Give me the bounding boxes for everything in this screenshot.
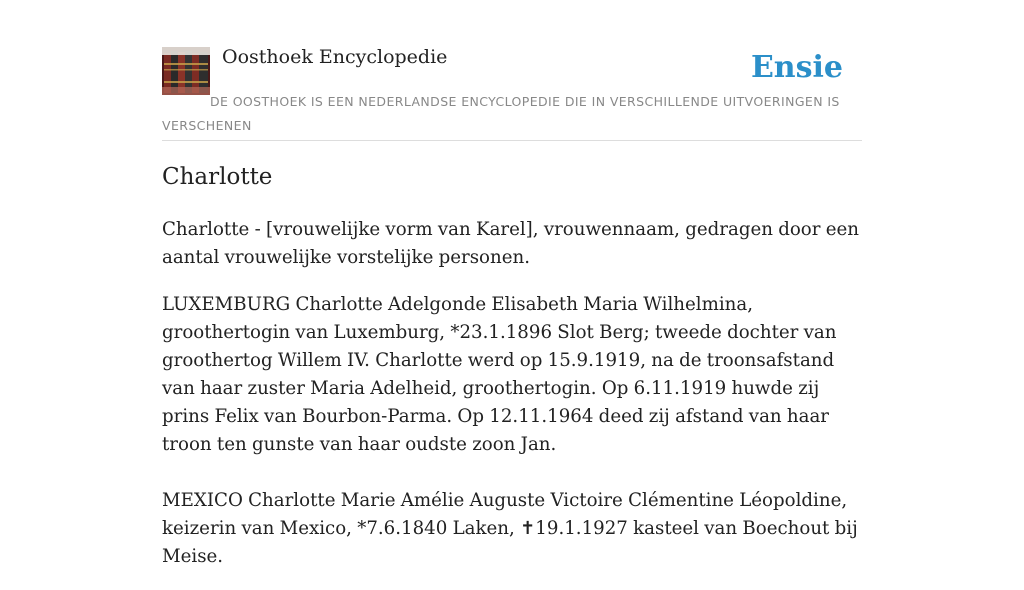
article-paragraph: MEXICO Charlotte Marie Amélie Auguste Victoire Clémentine Léopoldine, keizerin van Mexico, *7.6.1840 Laken, ✝19.1.1927 kasteel van Boechout bij Meise. <box>162 490 858 567</box>
site-name[interactable]: Oosthoek Encyclopedie <box>222 46 448 68</box>
article-paragraph: Charlotte - [vrouwelijke vorm van Karel], vrouwennaam, gedragen door een aantal vrouwelijke vorstelijke personen. <box>162 219 859 268</box>
encyclopedia-books-icon[interactable] <box>162 47 210 95</box>
article-body <box>162 216 864 590</box>
article-paragraph: LUXEMBURG Charlotte Adelgonde Elisabeth Maria Wilhelmina, groothertogin van Luxemburg, *23.1.1896 Slot Berg; tweede dochter van groothertog Willem IV. Charlotte werd op 15.9.1919, na de troonsafstand van haar zuster Maria Adelheid, groothertogin. Op 6.11.1919 huwde zij prins Felix van Bourbon-Parma. Op 12.11.1964 deed zij afstand van haar troon ten gunste van haar oudste zoon Jan. <box>162 294 837 455</box>
site-header <box>162 0 862 141</box>
page-title: Charlotte <box>162 164 273 190</box>
site-tagline: DE OOSTHOEK IS EEN NEDERLANDSE ENCYCLOPEDIE DIE IN VERSCHILLENDE UITVOERINGEN IS VERSCHENEN <box>162 94 840 133</box>
brand-logo[interactable]: Ensie <box>750 50 843 85</box>
page-container <box>162 0 862 567</box>
